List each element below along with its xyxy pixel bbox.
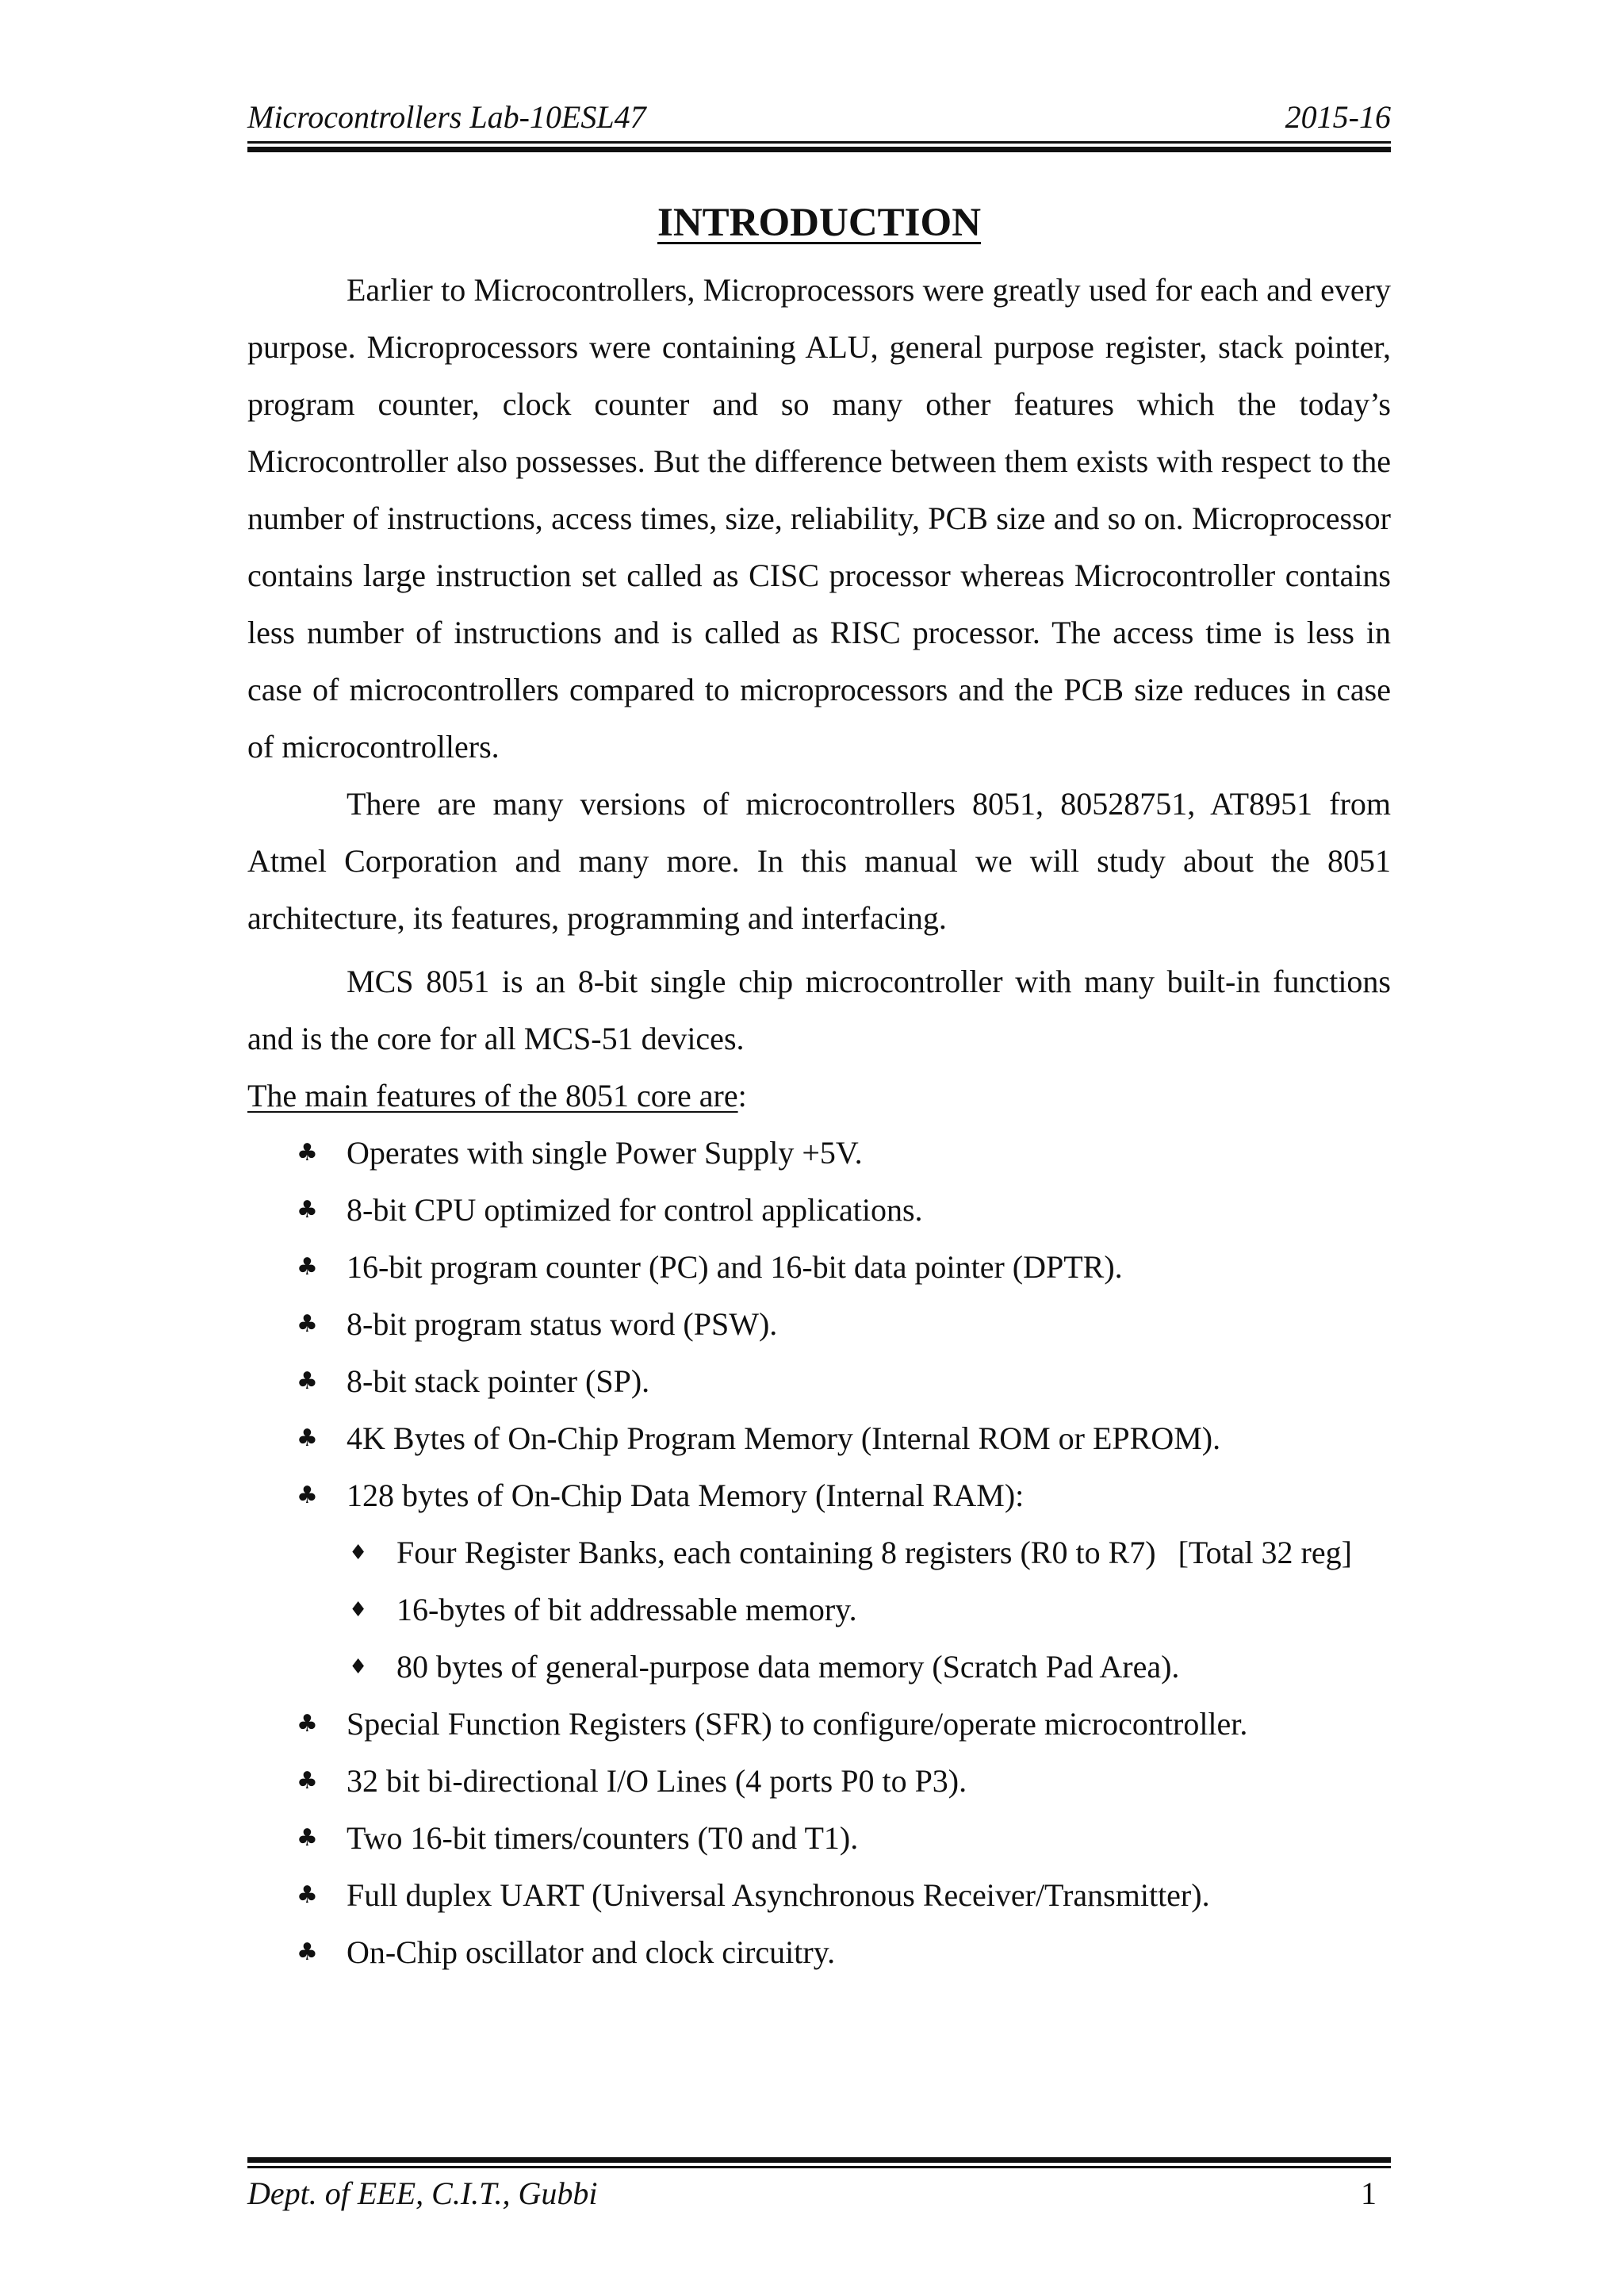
feature-text: On-Chip oscillator and clock circuitry.	[347, 1934, 836, 1970]
sub-list-item	[247, 1639, 1391, 1696]
list-item	[247, 1753, 1391, 1810]
feature-text: Operates with single Power Supply +5V.	[347, 1135, 863, 1171]
club-bullet-icon: ♣	[297, 1481, 318, 1509]
feature-text: 8-bit CPU optimized for control applications.	[347, 1192, 923, 1228]
page-header	[247, 95, 1391, 140]
club-bullet-icon: ♣	[297, 1367, 318, 1395]
ram-sub-list	[347, 1524, 1391, 1696]
features-heading	[247, 1068, 1391, 1125]
header-course-title: Microcontrollers Lab-10ESL47	[247, 99, 646, 135]
intro-paragraph: Earlier to Microcontrollers, Microprocessors were greatly used for each and every purpose. Microprocessors were containing ALU, general purpose register, stack pointer, program counter, clock counter and so many other features which the today’s Microcontroller also possesses. But the difference between them exists with respect to the number of instructions, access times, size, reliability, PCB size and so on. Microprocessor contains large instruction set called as CISC processor whereas Microcontroller contains less number of instructions and is called as RISC processor. The access time is less in case of microcontrollers compared to microprocessors and the PCB size reduces in case of microcontrollers.	[247, 272, 1391, 765]
sub-feature-text: 80 bytes of general-purpose data memory (Scratch Pad Area).	[396, 1649, 1180, 1685]
body-content	[247, 262, 1391, 1981]
footer-rule-thick	[247, 2157, 1391, 2163]
diamond-bullet-icon: ♦	[349, 1655, 368, 1679]
list-item	[247, 1924, 1391, 1981]
club-bullet-icon: ♣	[297, 1139, 318, 1167]
feature-text: Special Function Registers (SFR) to configure/operate microcontroller.	[347, 1706, 1248, 1742]
diamond-bullet-icon: ♦	[349, 1598, 368, 1622]
mcs8051-paragraph: MCS 8051 is an 8-bit single chip microcontroller with many built-in functions and is the core for all MCS-51 devices.	[247, 964, 1391, 1056]
sub-feature-note: [Total 32 reg]	[1178, 1535, 1352, 1570]
list-item	[247, 1296, 1391, 1353]
feature-text: Full duplex UART (Universal Asynchronous Receiver/Transmitter).	[347, 1877, 1210, 1913]
document-page	[247, 0, 1391, 2296]
club-bullet-icon: ♣	[297, 1253, 318, 1281]
list-item	[247, 1467, 1391, 1696]
features-heading-colon: :	[737, 1078, 747, 1114]
list-item	[247, 1867, 1391, 1924]
features-list	[247, 1125, 1391, 1981]
sub-feature-text: 16-bytes of bit addressable memory.	[396, 1592, 857, 1627]
header-rule-thick	[247, 147, 1391, 152]
list-item	[247, 1696, 1391, 1753]
page-footer	[247, 2171, 1391, 2216]
club-bullet-icon: ♣	[297, 1824, 318, 1852]
club-bullet-icon: ♣	[297, 1424, 318, 1452]
feature-text: 8-bit program status word (PSW).	[347, 1306, 778, 1342]
feature-text: 4K Bytes of On-Chip Program Memory (Internal ROM or EPROM).	[347, 1420, 1221, 1456]
feature-text: 128 bytes of On-Chip Data Memory (Internal RAM):	[347, 1478, 1025, 1513]
diamond-bullet-icon: ♦	[349, 1541, 368, 1565]
page-title: INTRODUCTION	[657, 201, 982, 245]
versions-paragraph: There are many versions of microcontrollers 8051, 80528751, AT8951 from Atmel Corporation and many more. In this manual we will study about the 8051 architecture, its features, programming and interfacing.	[247, 786, 1391, 936]
list-item	[247, 1125, 1391, 1182]
sub-list-item	[247, 1524, 1391, 1581]
club-bullet-icon: ♣	[297, 1310, 318, 1338]
features-heading-text: The main features of the 8051 core are	[247, 1078, 738, 1114]
sub-list-item	[247, 1581, 1391, 1639]
club-bullet-icon: ♣	[297, 1196, 318, 1224]
list-item	[247, 1410, 1391, 1467]
feature-text: 8-bit stack pointer (SP).	[347, 1363, 650, 1399]
feature-text: 32 bit bi-directional I/O Lines (4 ports P0 to P3).	[347, 1763, 967, 1799]
list-item	[247, 1239, 1391, 1296]
list-item	[247, 1810, 1391, 1867]
feature-text: 16-bit program counter (PC) and 16-bit data pointer (DPTR).	[347, 1249, 1123, 1285]
feature-text: Two 16-bit timers/counters (T0 and T1).	[347, 1820, 859, 1856]
list-item	[247, 1182, 1391, 1239]
sub-feature-text: Four Register Banks, each containing 8 registers (R0 to R7)	[396, 1535, 1156, 1570]
list-item	[247, 1353, 1391, 1410]
header-rule-thin	[247, 141, 1391, 144]
footer-rule-thin	[247, 2166, 1391, 2168]
club-bullet-icon: ♣	[297, 1710, 318, 1738]
page-number: 1	[1361, 2175, 1377, 2211]
footer-department: Dept. of EEE, C.I.T., Gubbi	[247, 2175, 598, 2211]
header-academic-year: 2015-16	[1285, 99, 1391, 135]
club-bullet-icon: ♣	[297, 1881, 318, 1909]
club-bullet-icon: ♣	[297, 1767, 318, 1795]
club-bullet-icon: ♣	[297, 1938, 318, 1966]
